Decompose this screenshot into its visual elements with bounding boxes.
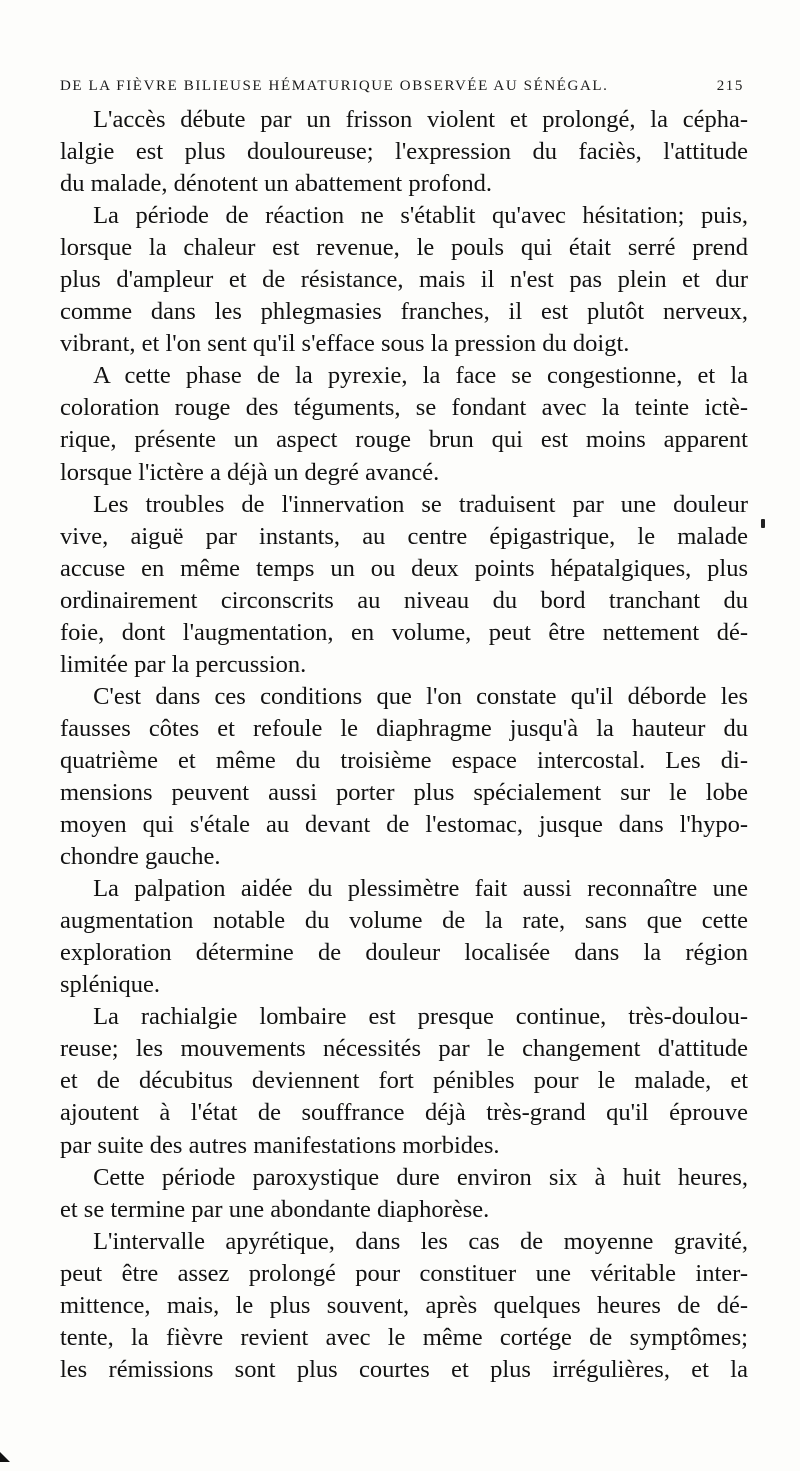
text-line: quatrième et même du troisième espace intercostal. Les di- — [60, 746, 748, 774]
text-line: L'accès débute par un frisson violent et prolongé, la cépha- — [93, 106, 748, 133]
text-line: peut être assez prolongé pour constituer une véritable inter- — [60, 1259, 748, 1287]
text-line: C'est dans ces conditions que l'on constate qu'il déborde les — [93, 682, 748, 710]
text-line: ajoutent à l'état de souffrance déjà très-grand qu'il éprouve — [60, 1099, 748, 1127]
text-line: mensions peuvent aussi porter plus spécialement sur le lobe — [60, 778, 748, 806]
paragraph — [60, 200, 748, 360]
page-number: 215 — [716, 78, 744, 94]
text-line: vibrant, et l'on sent qu'il s'efface sous la pression du doigt. — [60, 330, 630, 358]
text-line: accuse en même temps un ou deux points hépatalgiques, plus — [60, 554, 748, 582]
text-line: comme dans les phlegmasies franches, il est plutôt nerveux, — [60, 298, 748, 326]
text-line: augmentation notable du volume de la rate, sans que cette — [60, 907, 748, 935]
text-line: Les troubles de l'innervation se traduisent par une douleur — [93, 490, 748, 518]
paragraph — [60, 1162, 748, 1226]
paragraph — [60, 360, 748, 488]
paragraph — [60, 104, 748, 200]
text-line: La période de réaction ne s'établit qu'avec hésitation; puis, — [93, 202, 748, 230]
text-line: mittence, mais, le plus souvent, après quelques heures de dé- — [60, 1291, 748, 1319]
body-text — [60, 104, 748, 1386]
text-line: lalgie est plus douloureuse; l'expression du faciès, l'attitude — [60, 138, 748, 166]
text-line: fausses côtes et refoule le diaphragme jusqu'à la hauteur du — [60, 714, 748, 742]
running-head — [60, 78, 744, 102]
text-line: tente, la fièvre revient avec le même cortége de symptômes; — [60, 1323, 748, 1351]
text-line: chondre gauche. — [60, 843, 221, 871]
text-line: coloration rouge des téguments, se fondant avec la teinte ictè- — [60, 394, 748, 422]
text-line: splénique. — [60, 971, 161, 999]
paragraph — [60, 681, 748, 873]
text-line: lorsque la chaleur est revenue, le pouls qui était serré prend — [60, 234, 748, 262]
text-line: du malade, dénotent un abattement profond. — [60, 170, 493, 198]
running-title: DE LA FIÈVRE BILIEUSE HÉMATURIQUE OBSERVÉE AU SÉNÉGAL. — [60, 78, 609, 94]
paragraph — [60, 1001, 748, 1161]
paragraph — [60, 489, 748, 681]
text-line: L'intervalle apyrétique, dans les cas de moyenne gravité, — [93, 1227, 748, 1255]
text-line: par suite des autres manifestations morbides. — [60, 1131, 500, 1159]
text-line: La palpation aidée du plessimètre fait aussi reconnaître une — [93, 875, 748, 903]
text-line: La rachialgie lombaire est presque continue, très-doulou- — [93, 1003, 748, 1031]
text-line: vive, aiguë par instants, au centre épigastrique, le malade — [60, 522, 748, 550]
text-line: et de décubitus deviennent fort pénibles pour le malade, et — [60, 1067, 748, 1095]
text-line: A cette phase de la pyrexie, la face se congestionne, et la — [93, 362, 748, 390]
text-line: plus d'ampleur et de résistance, mais il n'est pas plein et dur — [60, 266, 748, 294]
paragraph — [60, 873, 748, 1001]
text-line: les rémissions sont plus courtes et plus irrégulières, et la — [60, 1355, 748, 1383]
text-line: reuse; les mouvements nécessités par le changement d'attitude — [60, 1035, 748, 1063]
text-line: rique, présente un aspect rouge brun qui est moins apparent — [60, 426, 748, 454]
paragraph — [60, 1226, 748, 1386]
text-line: foie, dont l'augmentation, en volume, peut être nettement dé- — [60, 618, 748, 646]
text-line: lorsque l'ictère a déjà un degré avancé. — [60, 458, 440, 486]
text-line: et se termine par une abondante diaphorèse. — [60, 1195, 490, 1223]
margin-ink-mark — [761, 519, 765, 528]
text-line: ordinairement circonscrits au niveau du bord tranchant du — [60, 586, 748, 614]
text-line: moyen qui s'étale au devant de l'estomac, jusque dans l'hypo- — [60, 811, 748, 839]
text-line: exploration détermine de douleur localisée dans la région — [60, 939, 748, 967]
text-line: Cette période paroxystique dure environ six à huit heures, — [93, 1163, 748, 1191]
scan-corner-mark — [0, 1452, 10, 1462]
text-line: limitée par la percussion. — [60, 650, 307, 678]
